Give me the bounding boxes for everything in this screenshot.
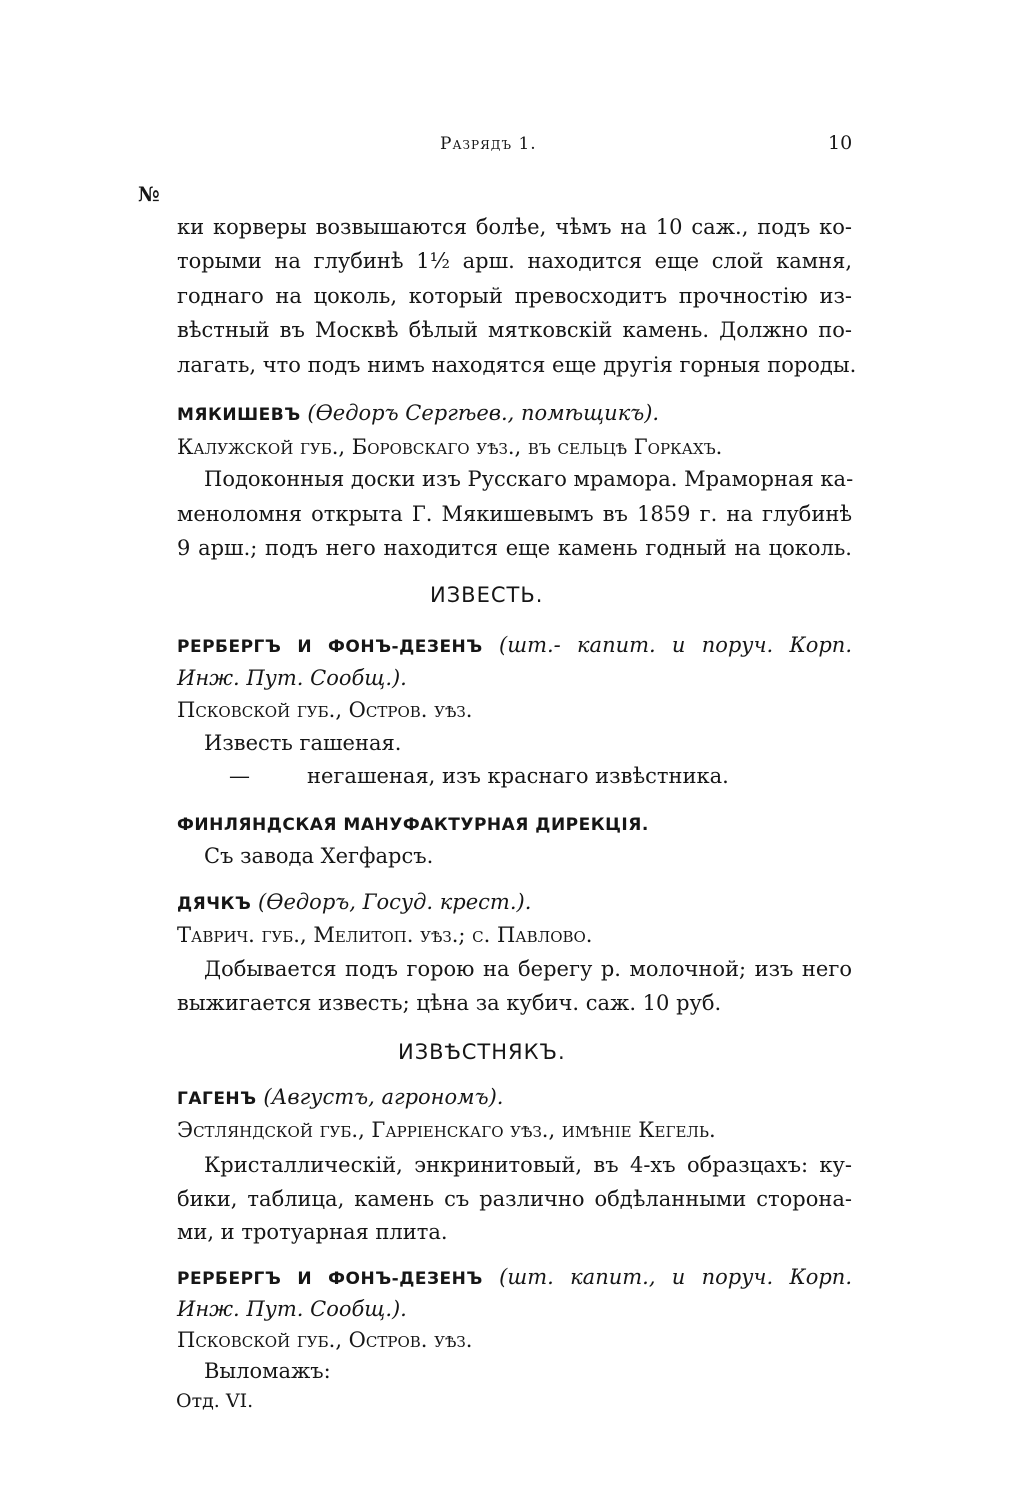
exhibitor-name: МЯКИШЕВЪ [177, 405, 301, 425]
entry-rerberg-heading [177, 1262, 852, 1294]
exhibitor-location: Таврич. губ., Мелитоп. уѣз.; с. Павлово. [177, 923, 593, 947]
section-title-izvest: ИЗВЕСТЬ. [430, 583, 544, 607]
entry-text-line: 9 арш.; подъ него находится еще камень годный на цоколь. [177, 536, 852, 560]
running-head: Разрядъ 1. [440, 134, 537, 154]
entry-text-line: выжигается известь; цѣна за кубич. саж. 10 руб. [177, 991, 722, 1015]
exhibitor-details-cont: Инж. Пут. Сообщ.). [177, 1297, 407, 1321]
ditto-dash: — [229, 764, 250, 788]
exhibitor-location: Псковской губ., Остров. уѣз. [177, 698, 473, 722]
continuation-line: лагать, что подъ нимъ находятся еще другія горныя породы. [177, 353, 857, 377]
exhibitor-name: РЕРБЕРГЪ И ФОНЪ-ДЕЗЕНЪ [177, 637, 483, 657]
exhibitor-details: (Августъ, агрономъ). [263, 1085, 504, 1109]
entry-text-line: бики, таблица, камень съ различно обдѣланными сторона- [177, 1187, 852, 1211]
exhibitor-name: РЕРБЕРГЪ И ФОНЪ-ДЕЗЕНЪ [177, 1269, 483, 1289]
exhibit-item: негашеная, изъ краснаго извѣстника. [307, 764, 729, 788]
exhibitor-name: ФИНЛЯНДСКАЯ МАНУФАКТУРНАЯ ДИРЕКЦІЯ. [177, 815, 649, 835]
entry-dyachk-heading [177, 887, 531, 919]
page-number: 10 [828, 132, 853, 154]
exhibitor-name: ГАГЕНЪ [177, 1089, 257, 1109]
entry-makishev-heading [177, 398, 659, 430]
entry-text-line: меноломня открыта Г. Мякишевымъ въ 1859 г. на глубинѣ [177, 502, 852, 526]
exhibitor-name: ДЯЧКЪ [177, 894, 252, 914]
exhibit-item: Известь гашеная. [204, 731, 402, 755]
entry-text-line: Кристаллическій, энкринитовый, въ 4-хъ образцахъ: ку- [204, 1153, 852, 1177]
exhibitor-details: (шт.- капит. и поруч. Корп. [499, 633, 852, 657]
entry-finland-heading [177, 808, 649, 840]
exhibitor-details-cont: Инж. Пут. Сообщ.). [177, 666, 407, 690]
entry-hagen-heading [177, 1082, 503, 1114]
continuation-line: вѣстный въ Москвѣ бѣлый мятковскій камень. Должно по- [177, 318, 852, 342]
exhibitor-details: (Ѳедоръ Сергѣев., помѣщикъ). [307, 401, 660, 425]
continuation-line: ки корверы возвышаются болѣе, чѣмъ на 10 саж., подъ ко- [177, 215, 852, 239]
exhibitor-details: (шт. капит., и поруч. Корп. [499, 1265, 852, 1289]
exhibitor-location: Калужской губ., Боровскаго уѣз., въ сельцѣ Горкахъ. [177, 435, 723, 459]
continuation-line: годнаго на цоколь, который превосходитъ прочностію из- [177, 284, 852, 308]
exhibitor-location: Эстляндской губ., Гаррiенскаго уѣз., имѣніе Кегель. [177, 1118, 716, 1142]
signature-mark: Отд. VI. [176, 1390, 254, 1412]
entry-text-line: Добывается подъ горою на берегу р. молочной; изъ него [204, 957, 852, 981]
entry-text-line: Съ завода Хегфарсъ. [204, 844, 434, 868]
exhibitor-location: Псковской губ., Остров. уѣз. [177, 1328, 473, 1352]
continuation-line: торыми на глубинѣ 1½ арш. находится еще слой камня, [177, 249, 852, 273]
number-sign: № [138, 182, 160, 206]
entry-text-line: Подоконныя доски изъ Русскаго мрамора. Мраморная ка- [204, 467, 854, 491]
entry-rerberg-heading [177, 630, 852, 662]
entry-text-line: ми, и тротуарная плита. [177, 1220, 448, 1244]
section-title-izvestnyak: ИЗВѢСТНЯКЪ. [398, 1040, 566, 1064]
exhibit-item: Выломажъ: [204, 1359, 331, 1383]
exhibitor-details: (Ѳедоръ, Госуд. крест.). [258, 890, 532, 914]
